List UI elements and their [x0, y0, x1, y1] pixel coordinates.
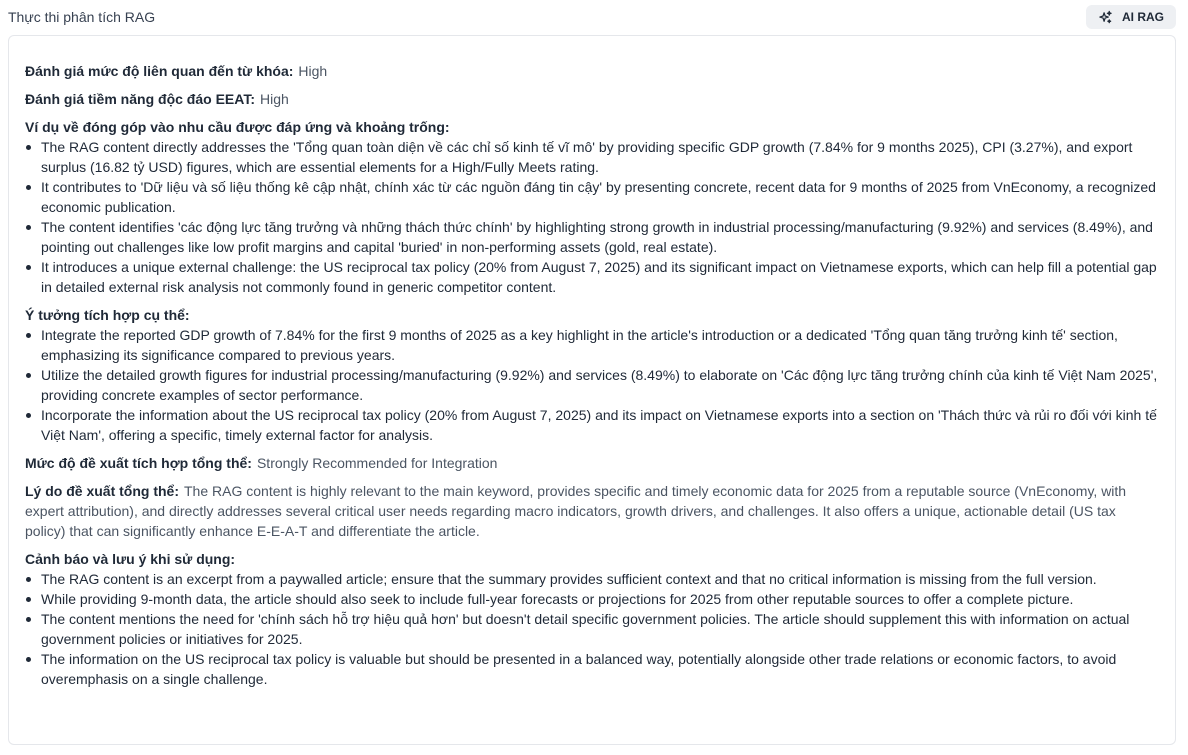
list-item: Incorporate the information about the US reciprocal tax policy (20% from August 7, 2025) and its impact on Vietnamese exports into a section on 'Thách thức và rủi ro đối với kinh tế Việt Nam', offering a specific, timely external factor for analysis. — [25, 405, 1159, 445]
ai-rag-button-label: AI RAG — [1122, 10, 1164, 24]
overall-reason-row — [25, 481, 1159, 541]
list-item: Integrate the reported GDP growth of 7.84% for the first 9 months of 2025 as a key highlight in the article's introduction or a dedicated 'Tổng quan tăng trưởng kinh tế' section, emphasizing its significance compared to previous years. — [25, 325, 1159, 365]
panel-header — [0, 0, 1188, 34]
panel-title: Thực thi phân tích RAG — [8, 9, 156, 25]
warnings-list — [25, 569, 1159, 689]
overall-recommendation-row — [25, 453, 1159, 473]
eeat-potential-label: Đánh giá tiềm năng độc đáo EEAT: — [25, 91, 255, 107]
overall-reason-value: The RAG content is highly relevant to the main keyword, provides specific and timely economic data for 2025 from a reputable source (VnEconomy, with expert attribution), and directly addresses several critical user needs regarding macro indicators, growth drivers, and challenges. It also offers a unique, actionable detail (US tax policy) that can significantly enhance E-E-A-T and differentiate the article. — [25, 483, 1127, 539]
list-item: Utilize the detailed growth figures for industrial processing/manufacturing (9.92%) and services (8.49%) to elaborate on 'Các động lực tăng trưởng chính của kinh tế Việt Nam 2025', providing concrete examples of sector performance. — [25, 365, 1159, 405]
list-item: The content mentions the need for 'chính sách hỗ trợ hiệu quả hơn' but doesn't detail specific government policies. The article should supplement this with information on actual government policies or initiatives for 2025. — [25, 609, 1159, 649]
list-item: It contributes to 'Dữ liệu và số liệu thống kê cập nhật, chính xác từ các nguồn đáng tin cậy' by presenting concrete, recent data for 9 months of 2025 from VnEconomy, a recognized economic publication. — [25, 177, 1159, 217]
warnings-label: Cảnh báo và lưu ý khi sử dụng: — [25, 551, 236, 567]
keyword-relevance-value: High — [298, 63, 328, 79]
contribution-examples-list — [25, 137, 1159, 297]
overall-recommendation-value: Strongly Recommended for Integration — [256, 455, 498, 471]
overall-reason-label: Lý do đề xuất tổng thể: — [25, 483, 179, 499]
analysis-card — [8, 35, 1176, 745]
list-item: The RAG content directly addresses the 'Tổng quan toàn diện về các chỉ số kinh tế vĩ mô' by providing specific GDP growth (7.84% for 9 months 2025), CPI (3.27%), and export surplus (16.82 tỷ USD) figures, which are essential elements for a High/Fully Meets rating. — [25, 137, 1159, 177]
keyword-relevance-row — [25, 61, 1159, 81]
list-item: While providing 9-month data, the article should also seek to include full-year forecasts or projections for 2025 from other reputable sources to offer a complete picture. — [25, 589, 1159, 609]
list-item: The information on the US reciprocal tax policy is valuable but should be presented in a balanced way, potentially alongside other trade relations or economic factors, to avoid overemphasis on a single challenge. — [25, 649, 1159, 689]
eeat-potential-value: High — [259, 91, 289, 107]
list-item: It introduces a unique external challenge: the US reciprocal tax policy (20% from August 7, 2025) and its significant impact on Vietnamese exports, which can help fill a potential gap in detailed external risk analysis not commonly found in generic competitor content. — [25, 257, 1159, 297]
integration-ideas-label: Ý tưởng tích hợp cụ thể: — [25, 307, 190, 323]
warnings-section — [25, 549, 1159, 689]
eeat-potential-row — [25, 89, 1159, 109]
integration-ideas-section — [25, 305, 1159, 445]
sparkles-icon — [1098, 10, 1113, 25]
contribution-examples-section — [25, 117, 1159, 297]
analysis-content — [25, 61, 1159, 689]
list-item: The content identifies 'các động lực tăng trưởng và những thách thức chính' by highlighting strong growth in industrial processing/manufacturing (9.92%) and services (8.49%), and pointing out challenges like low profit margins and capital 'buried' in non-performing assets (gold, real estate). — [25, 217, 1159, 257]
overall-recommendation-label: Mức độ đề xuất tích hợp tổng thể: — [25, 455, 252, 471]
contribution-examples-label: Ví dụ về đóng góp vào nhu cầu được đáp ứng và khoảng trống: — [25, 119, 450, 135]
list-item: The RAG content is an excerpt from a paywalled article; ensure that the summary provides sufficient context and that no critical information is missing from the full version. — [25, 569, 1159, 589]
integration-ideas-list — [25, 325, 1159, 445]
keyword-relevance-label: Đánh giá mức độ liên quan đến từ khóa: — [25, 63, 294, 79]
ai-rag-button[interactable] — [1086, 5, 1176, 29]
